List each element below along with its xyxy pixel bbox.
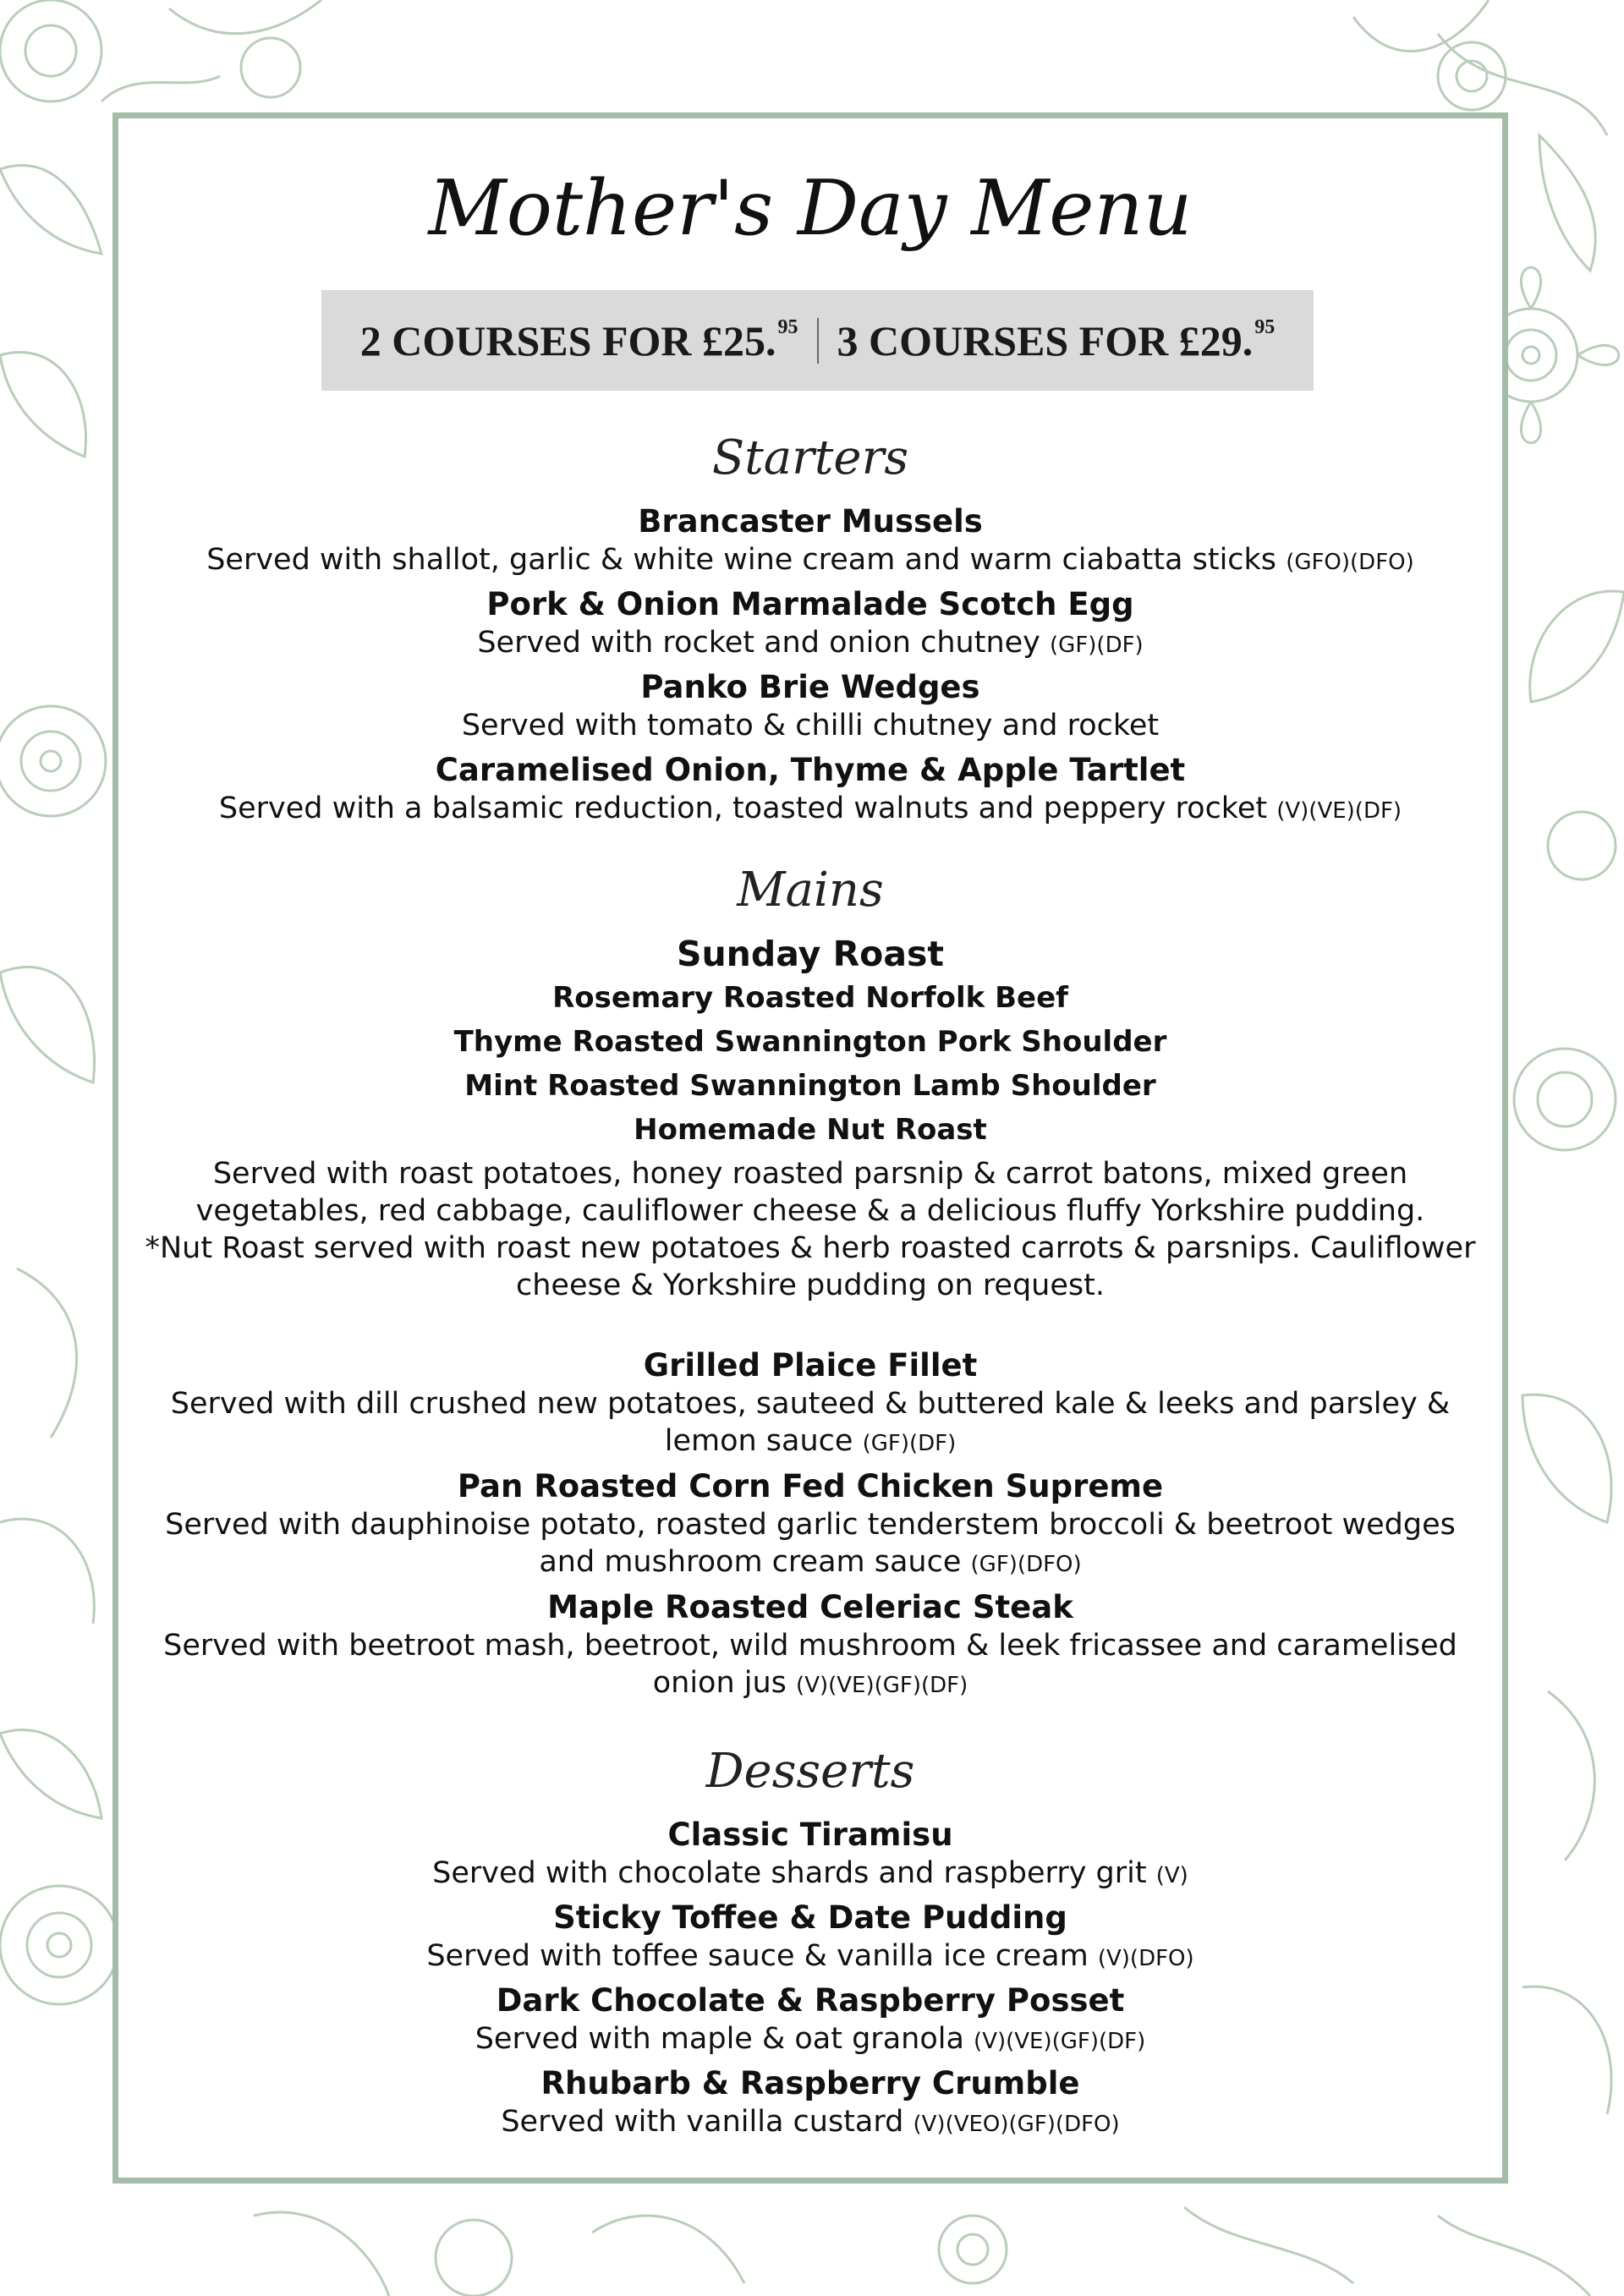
main-item: Grilled Plaice Fillet Served with dill crushed new potatoes, sauteed & buttered kale & leeks and parsley & lemon sauce (GF)(DF) — [170, 1347, 1451, 1458]
mains-heading: Mains — [737, 863, 884, 918]
desserts-heading: Desserts — [705, 1744, 915, 1799]
price-banner — [321, 290, 1314, 391]
dessert-item: Classic Tiramisu Served with chocolate shards and raspberry grit (V) — [432, 1817, 1188, 1890]
starter-item: Pork & Onion Marmalade Scotch Egg Served with rocket and onion chutney (GF)(DF) — [477, 586, 1144, 660]
main-item: Maple Roasted Celeriac Steak Served with beetroot mash, beetroot, wild mushroom & leek fricassee and caramelised onion jus (V)(VE)(GF)(DF) — [163, 1589, 1457, 1700]
dessert-item: Dark Chocolate & Raspberry Posset Served with maple & oat granola (V)(VE)(GF)(DF) — [475, 1982, 1146, 2056]
sunday-roast: Sunday Roast Rosemary Roasted Norfolk Beef Thyme Roasted Swannington Pork Shoulder Mint Roasted Swannington Lamb Shoulder Homemade Nut Roast Served with roast potatoes, honey roasted parsnip & carrot batons, mixed green vegetables, red cabbage, cauliflower cheese & a delicious fluffy Yorkshire pudding. *Nut Roast served with roast new potatoes & herb roasted carrots & parsnips. Cauliflower cheese & Yorkshire pudding on request. — [145, 934, 1476, 1302]
three-course-price: 3 COURSES FOR £29.95 — [837, 315, 1276, 364]
dessert-item: Rhubarb & Raspberry Crumble Served with vanilla custard (V)(VEO)(GF)(DFO) — [501, 2065, 1120, 2139]
two-course-price: 2 COURSES FOR £25.95 — [359, 315, 798, 364]
dessert-item: Sticky Toffee & Date Pudding Served with toffee sauce & vanilla ice cream (V)(DFO) — [426, 1899, 1194, 1973]
starters-heading: Starters — [711, 430, 909, 485]
price-divider — [817, 318, 819, 364]
starter-item: Panko Brie Wedges Served with tomato & chilli chutney and rocket — [461, 669, 1160, 743]
menu-title: Mother's Day Menu — [428, 164, 1193, 253]
menu-frame — [112, 112, 1508, 2184]
starter-item: Caramelised Onion, Thyme & Apple Tartlet Served with a balsamic reduction, toasted walnuts and peppery rocket (V)(VE)(DF) — [218, 752, 1402, 825]
starter-item: Brancaster Mussels Served with shallot, garlic & white wine cream and warm ciabatta sticks (GFO)(DFO) — [206, 503, 1414, 577]
main-item: Pan Roasted Corn Fed Chicken Supreme Served with dauphinoise potato, roasted garlic tenderstem broccoli & beetroot wedges and mushroom cream sauce (GF)(DFO) — [165, 1468, 1456, 1579]
